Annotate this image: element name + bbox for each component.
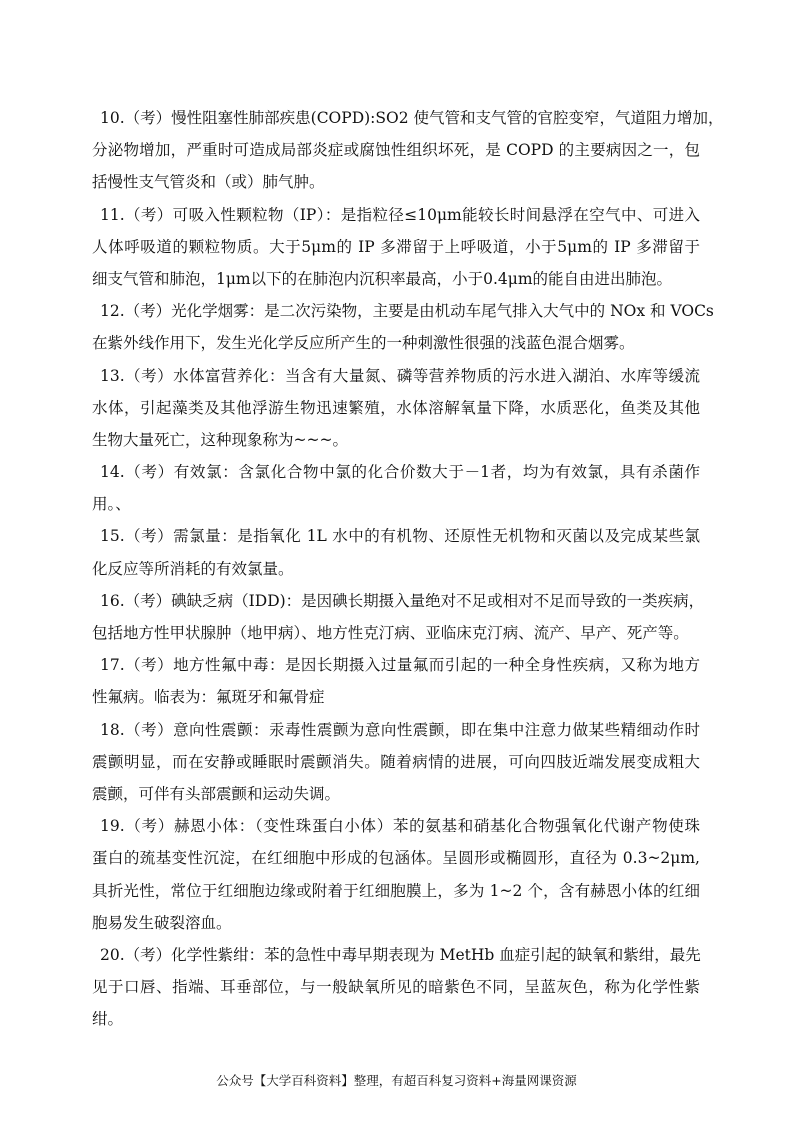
paragraph-line: 人体呼吸道的颗粒物质。大于5μm的 IP 多滞留于上呼吸道，小于5μm的 IP 多滞留于 xyxy=(92,237,700,256)
paragraph-line: 水体，引起藻类及其他浮游生物迅速繁殖，水体溶解氧量下降，水质恶化，鱼类及其他 xyxy=(92,398,700,417)
paragraph-line: 14.（考）有效氯：含氯化合物中氯的化合价数大于－1者，均为有效氯，具有杀菌作 xyxy=(100,463,700,482)
definition-paragraph xyxy=(92,649,700,713)
page-footer: 公众号【大学百科资料】整理，有超百科复习资料+海量网课资源 xyxy=(216,1073,577,1088)
paragraph-line: 19.（考）赫恩小体：（变性珠蛋白小体）苯的氨基和硝基化合物强氧化代谢产物使珠 xyxy=(100,817,700,836)
definition-paragraph xyxy=(92,810,700,939)
definition-paragraph xyxy=(92,939,700,1036)
document-body xyxy=(92,102,724,1035)
paragraph-line: 分泌物增加，严重时可造成局部炎症或腐蚀性组织坏死，是 COPD 的主要病因之一，包 xyxy=(92,141,700,160)
definition-paragraph xyxy=(92,520,700,584)
paragraph-line: 绀。 xyxy=(92,1010,124,1029)
paragraph-line: 10.（考）慢性阻塞性肺部疾患(COPD):SO2 使气管和支气管的官腔变窄，气道阻力增加， xyxy=(100,109,724,127)
paragraph-line: 13.（考）水体富营养化：当含有大量氮、磷等营养物质的污水进入湖泊、水库等缓流 xyxy=(100,366,700,385)
paragraph-line: 震颤，可伴有头部震颤和运动失调。 xyxy=(92,784,341,803)
paragraph-line: 细支气管和肺泡，1μm以下的在肺泡内沉积率最高，小于0.4μm的能自由进出肺泡。 xyxy=(92,269,673,288)
definition-paragraph xyxy=(92,585,705,649)
definition-paragraph xyxy=(92,102,724,199)
paragraph-line: 生物大量死亡，这种现象称为~~~。 xyxy=(92,430,348,449)
definition-paragraph xyxy=(92,295,714,359)
paragraph-line: 性氟病。临表为：氟斑牙和氟骨症 xyxy=(92,688,325,707)
paragraph-line: 括慢性支气管炎和（或）肺气肿。 xyxy=(92,173,325,192)
definition-paragraph xyxy=(92,714,700,811)
paragraph-line: 化反应等所消耗的有效氯量。 xyxy=(92,559,294,578)
paragraph-line: 20.（考）化学性紫绀：苯的急性中毒早期表现为 MetHb 血症引起的缺氧和紫绀，最先 xyxy=(100,945,701,964)
paragraph-line: 17.（考）地方性氟中毒：是因长期摄入过量氟而引起的一种全身性疾病，又称为地方 xyxy=(100,656,700,675)
definition-paragraph xyxy=(92,456,700,520)
paragraph-line: 震颤明显，而在安静或睡眠时震颤消失。随着病情的进展，可向四肢近端发展变成粗大 xyxy=(92,752,700,771)
paragraph-line: 包括地方性甲状腺肿（地甲病）、地方性克汀病、亚临床克汀病、流产、早产、死产等。 xyxy=(92,624,689,642)
paragraph-line: 18.（考）意向性震颤：汞毒性震颤为意向性震颤，即在集中注意力做某些精细动作时 xyxy=(100,720,700,739)
paragraph-line: 用。、 xyxy=(92,495,131,514)
definition-paragraph xyxy=(92,360,700,457)
paragraph-line: 15.（考）需氯量：是指氧化 1L 水中的有机物、还原性无机物和灭菌以及完成某些氯 xyxy=(100,527,700,546)
paragraph-line: 胞易发生破裂溶血。 xyxy=(92,913,232,932)
paragraph-line: 12.（考）光化学烟雾：是二次污染物，主要是由机动车尾气排入大气中的 NOx 和 VOCs xyxy=(100,302,714,321)
paragraph-line: 在紫外线作用下，发生光化学反应所产生的一种刺激性很强的浅蓝色混合烟雾。 xyxy=(92,334,635,353)
definition-paragraph xyxy=(92,199,700,296)
paragraph-line: 11.（考）可吸入性颗粒物（IP）：是指粒径≤10μm能较长时间悬浮在空气中、可进入 xyxy=(100,205,700,224)
paragraph-line: 蛋白的巯基变性沉淀，在红细胞中形成的包涵体。呈圆形或椭圆形，直径为 0.3~2μm, xyxy=(92,849,700,868)
paragraph-line: 具折光性，常位于红细胞边缘或附着于红细胞膜上，多为 1~2 个，含有赫恩小体的红细 xyxy=(92,881,700,900)
paragraph-line: 见于口唇、指端、耳垂部位，与一般缺氧所见的暗紫色不同，呈蓝灰色，称为化学性紫 xyxy=(92,978,700,997)
paragraph-line: 16.（考）碘缺乏病（IDD)：是因碘长期摄入量绝对不足或相对不足而导致的一类疾病， xyxy=(100,591,705,610)
